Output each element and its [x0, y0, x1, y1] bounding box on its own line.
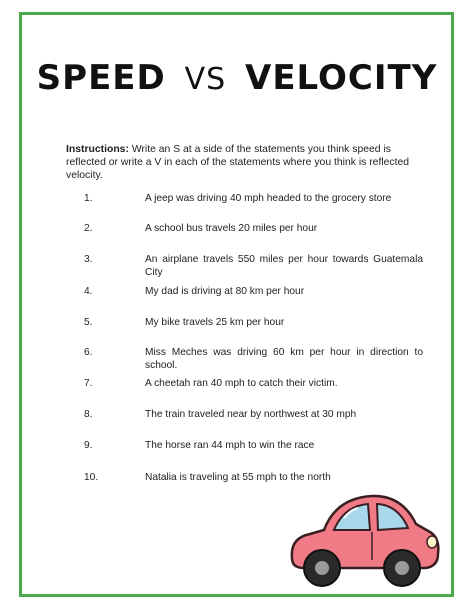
question-text: A cheetah ran 40 mph to catch their victim. — [145, 378, 338, 389]
question-number: 2. — [84, 223, 93, 234]
question-text: My dad is driving at 80 km per hour — [145, 286, 305, 297]
title-speed: SPEED — [36, 58, 166, 98]
instructions-text: Write an S at a side of the statements you think speed is reflected or write a V in each of the statements where you think is reflected velocity. — [66, 144, 410, 181]
worksheet-title — [0, 58, 474, 98]
question-text: Natalia is traveling at 55 mph to the north — [145, 472, 331, 483]
question-number: 7. — [84, 378, 93, 389]
question-text: My bike travels 25 km per hour — [145, 317, 285, 328]
question-text: A jeep was driving 40 mph headed to the grocery store — [145, 193, 392, 204]
question-number: 6. — [84, 347, 93, 358]
question-number: 10. — [84, 472, 99, 483]
question-text: Miss Meches was driving 60 km per hour in direction to school. — [145, 347, 423, 371]
question-number: 1. — [84, 193, 93, 204]
car-icon — [284, 480, 444, 590]
question-number: 4. — [84, 286, 93, 297]
title-velocity: VELOCITY — [245, 58, 438, 98]
question-text: A school bus travels 20 miles per hour — [145, 223, 318, 234]
question-number: 3. — [84, 254, 93, 265]
question-number: 9. — [84, 440, 93, 451]
title-vs: VS — [184, 62, 227, 97]
instructions — [66, 143, 422, 182]
question-number: 8. — [84, 409, 93, 420]
question-text: The train traveled near by northwest at 30 mph — [145, 409, 357, 420]
question-number: 5. — [84, 317, 93, 328]
question-text: The horse ran 44 mph to win the race — [145, 440, 315, 451]
question-text: An airplane travels 550 miles per hour towards Guatemala City — [145, 254, 423, 278]
instructions-label: Instructions: — [66, 144, 129, 155]
